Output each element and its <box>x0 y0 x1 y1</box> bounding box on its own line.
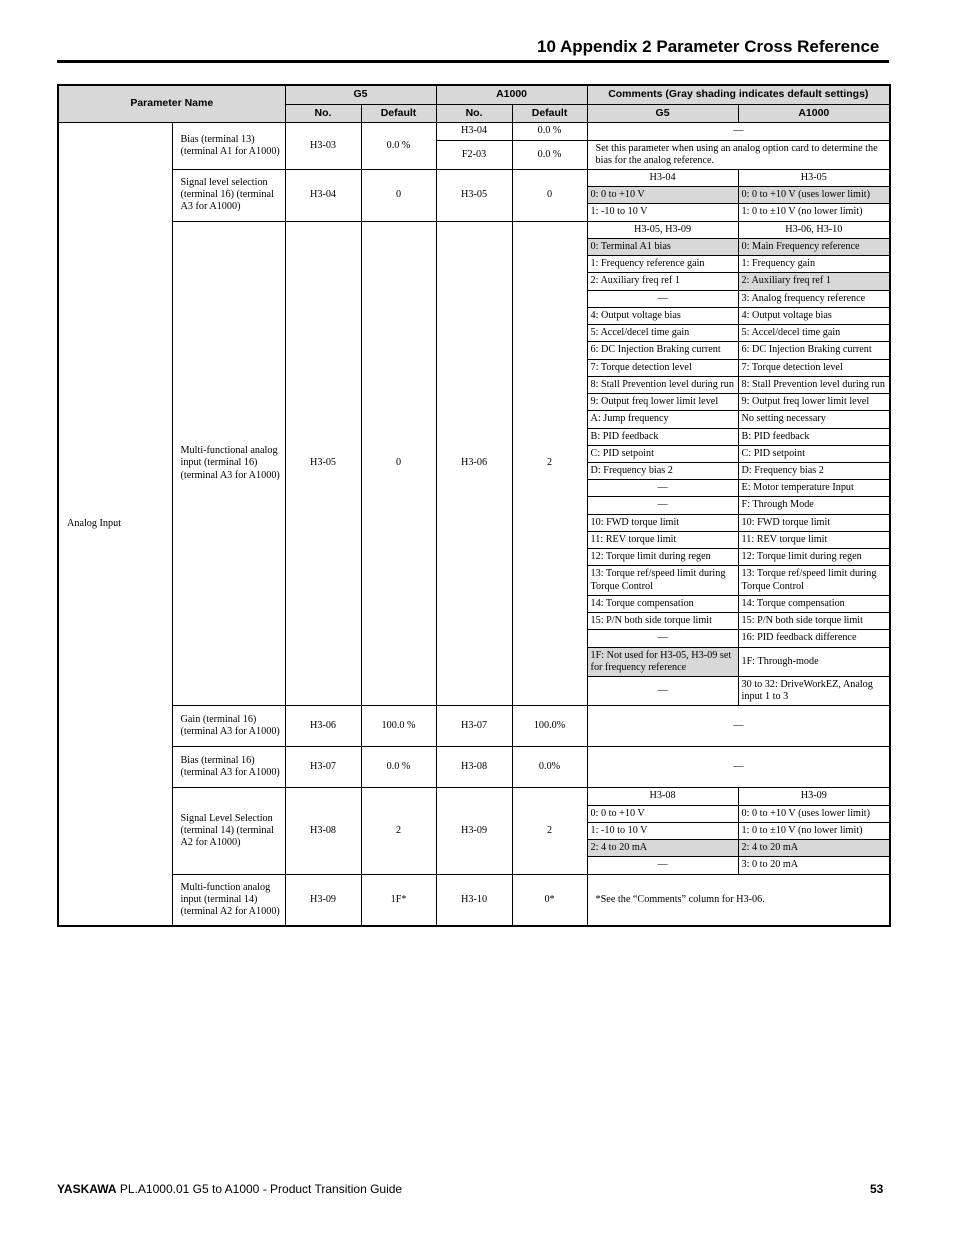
option-a1000: 12: Torque limit during regen <box>738 549 890 566</box>
option-g5: C: PID setpoint <box>587 445 738 462</box>
header-a1000-no: No. <box>436 104 512 123</box>
option-g5: 12: Torque limit during regen <box>587 549 738 566</box>
option-a1000: 6: DC Injection Braking current <box>738 342 890 359</box>
a1000-no: H3-09 <box>436 788 512 874</box>
option-a1000: 15: P/N both side torque limit <box>738 613 890 630</box>
option-g5: — <box>587 630 738 647</box>
option-g5: 14: Torque compensation <box>587 595 738 612</box>
option-a1000: 4: Output voltage bias <box>738 307 890 324</box>
a1000-no: H3-08 <box>436 747 512 788</box>
option-a1000: 1: Frequency gain <box>738 256 890 273</box>
table-row <box>58 788 890 805</box>
option-header-a1000: H3-09 <box>738 788 890 805</box>
a1000-default: 0* <box>512 874 587 926</box>
a1000-default: 0.0 % <box>512 140 587 169</box>
option-g5: 4: Output voltage bias <box>587 307 738 324</box>
g5-default: 0 <box>361 221 436 706</box>
option-header-a1000: H3-06, H3-10 <box>738 221 890 238</box>
header-a1000: A1000 <box>436 85 587 104</box>
option-a1000: 3: Analog frequency reference <box>738 290 890 307</box>
option-g5: — <box>587 497 738 514</box>
comment: — <box>587 706 890 747</box>
option-g5: — <box>587 290 738 307</box>
option-a1000: B: PID feedback <box>738 428 890 445</box>
param-name: Multi-function analog input (terminal 14) (terminal A2 for A1000) <box>172 874 285 926</box>
option-g5: — <box>587 677 738 706</box>
comment: — <box>587 123 890 140</box>
option-a1000: 9: Output freq lower limit level <box>738 394 890 411</box>
option-a1000: No setting necessary <box>738 411 890 428</box>
option-g5: 2: 4 to 20 mA <box>587 840 738 857</box>
a1000-default: 0 <box>512 169 587 221</box>
option-header-g5: H3-08 <box>587 788 738 805</box>
g5-default: 0 <box>361 169 436 221</box>
option-a1000: 30 to 32: DriveWorkEZ, Analog input 1 to 3 <box>738 677 890 706</box>
option-g5: A: Jump frequency <box>587 411 738 428</box>
g5-no: H3-08 <box>285 788 361 874</box>
footer-brand: YASKAWA <box>57 1182 117 1196</box>
param-name: Multi-functional analog input (terminal 16) (terminal A3 for A1000) <box>172 221 285 706</box>
table-row <box>58 169 890 186</box>
header-g5: G5 <box>285 85 436 104</box>
option-header-g5: H3-05, H3-09 <box>587 221 738 238</box>
option-a1000: 1: 0 to ±10 V (no lower limit) <box>738 204 890 221</box>
option-a1000: 5: Accel/decel time gain <box>738 325 890 342</box>
option-a1000: 8: Stall Prevention level during run <box>738 376 890 393</box>
comment: — <box>587 747 890 788</box>
option-g5: 1F: Not used for H3-05, H3-09 set for frequency reference <box>587 647 738 676</box>
g5-no: H3-05 <box>285 221 361 706</box>
option-a1000: 0: Main Frequency reference <box>738 238 890 255</box>
g5-default: 2 <box>361 788 436 874</box>
option-g5: 7: Torque detection level <box>587 359 738 376</box>
option-g5: B: PID feedback <box>587 428 738 445</box>
option-a1000: 0: 0 to +10 V (uses lower limit) <box>738 187 890 204</box>
option-g5: 9: Output freq lower limit level <box>587 394 738 411</box>
option-a1000: 3: 0 to 20 mA <box>738 857 890 874</box>
option-a1000: 16: PID feedback difference <box>738 630 890 647</box>
a1000-default: 0.0 % <box>512 123 587 140</box>
header-comments-g5: G5 <box>587 104 738 123</box>
option-g5: 11: REV torque limit <box>587 531 738 548</box>
table-row <box>58 221 890 238</box>
header-parameter-name: Parameter Name <box>58 85 285 123</box>
table-row <box>58 706 890 747</box>
g5-default: 0.0 % <box>361 123 436 170</box>
g5-no: H3-06 <box>285 706 361 747</box>
option-g5: 13: Torque ref/speed limit during Torque Control <box>587 566 738 595</box>
param-name: Bias (terminal 13) (terminal A1 for A1000) <box>172 123 285 170</box>
option-g5: 0: 0 to +10 V <box>587 805 738 822</box>
comment: Set this parameter when using an analog option card to determine the bias for the analog reference. <box>587 140 890 169</box>
table-row <box>58 747 890 788</box>
group-label: Analog Input <box>58 123 172 926</box>
g5-default: 0.0 % <box>361 747 436 788</box>
page-number: 53 <box>870 1182 884 1196</box>
page-title: 10 Appendix 2 Parameter Cross Reference <box>537 37 880 56</box>
option-header-a1000: H3-05 <box>738 169 890 186</box>
option-g5: 0: 0 to +10 V <box>587 187 738 204</box>
footer-doc-title: PL.A1000.01 G5 to A1000 - Product Transition Guide <box>116 1182 403 1196</box>
param-name: Signal Level Selection (terminal 14) (terminal A2 for A1000) <box>172 788 285 874</box>
option-g5: 1: Frequency reference gain <box>587 256 738 273</box>
comment: *See the “Comments” column for H3-06. <box>587 874 890 926</box>
option-g5: 1: -10 to 10 V <box>587 204 738 221</box>
option-a1000: 11: REV torque limit <box>738 531 890 548</box>
option-a1000: E: Motor temperature Input <box>738 480 890 497</box>
option-g5: — <box>587 480 738 497</box>
option-g5: D: Frequency bias 2 <box>587 462 738 479</box>
a1000-default: 100.0% <box>512 706 587 747</box>
a1000-no: H3-10 <box>436 874 512 926</box>
option-a1000: 2: Auxiliary freq ref 1 <box>738 273 890 290</box>
header-rule <box>57 60 889 63</box>
option-a1000: D: Frequency bias 2 <box>738 462 890 479</box>
a1000-no: H3-07 <box>436 706 512 747</box>
param-name: Bias (terminal 16) (terminal A3 for A1000) <box>172 747 285 788</box>
a1000-default: 0.0% <box>512 747 587 788</box>
option-a1000: 1: 0 to ±10 V (no lower limit) <box>738 822 890 839</box>
option-g5: 10: FWD torque limit <box>587 514 738 531</box>
table-row <box>58 123 890 140</box>
table-row <box>58 874 890 926</box>
g5-default: 1F* <box>361 874 436 926</box>
option-header-g5: H3-04 <box>587 169 738 186</box>
option-a1000: 0: 0 to +10 V (uses lower limit) <box>738 805 890 822</box>
table-header-row <box>58 85 890 104</box>
option-a1000: 10: FWD torque limit <box>738 514 890 531</box>
option-g5: 0: Terminal A1 bias <box>587 238 738 255</box>
option-a1000: 14: Torque compensation <box>738 595 890 612</box>
g5-default: 100.0 % <box>361 706 436 747</box>
param-name: Signal level selection (terminal 16) (terminal A3 for A1000) <box>172 169 285 221</box>
option-a1000: 13: Torque ref/speed limit during Torque Control <box>738 566 890 595</box>
option-g5: 8: Stall Prevention level during run <box>587 376 738 393</box>
header-comments: Comments (Gray shading indicates default settings) <box>587 85 890 104</box>
param-name: Gain (terminal 16) (terminal A3 for A1000) <box>172 706 285 747</box>
option-g5: 15: P/N both side torque limit <box>587 613 738 630</box>
g5-no: H3-03 <box>285 123 361 170</box>
footer-doc-info <box>57 1182 402 1196</box>
option-a1000: 1F: Through-mode <box>738 647 890 676</box>
option-g5: 5: Accel/decel time gain <box>587 325 738 342</box>
header-g5-default: Default <box>361 104 436 123</box>
g5-no: H3-09 <box>285 874 361 926</box>
a1000-default: 2 <box>512 788 587 874</box>
option-a1000: 2: 4 to 20 mA <box>738 840 890 857</box>
a1000-no: H3-05 <box>436 169 512 221</box>
g5-no: H3-04 <box>285 169 361 221</box>
option-a1000: F: Through Mode <box>738 497 890 514</box>
a1000-no: H3-06 <box>436 221 512 706</box>
option-a1000: C: PID setpoint <box>738 445 890 462</box>
parameter-cross-reference-table <box>57 84 891 927</box>
option-g5: 6: DC Injection Braking current <box>587 342 738 359</box>
a1000-no: H3-04 <box>436 123 512 140</box>
option-g5: — <box>587 857 738 874</box>
option-g5: 2: Auxiliary freq ref 1 <box>587 273 738 290</box>
option-a1000: 7: Torque detection level <box>738 359 890 376</box>
g5-no: H3-07 <box>285 747 361 788</box>
a1000-no: F2-03 <box>436 140 512 169</box>
option-g5: 1: -10 to 10 V <box>587 822 738 839</box>
header-g5-no: No. <box>285 104 361 123</box>
header-a1000-default: Default <box>512 104 587 123</box>
header-comments-a1000: A1000 <box>738 104 890 123</box>
a1000-default: 2 <box>512 221 587 706</box>
